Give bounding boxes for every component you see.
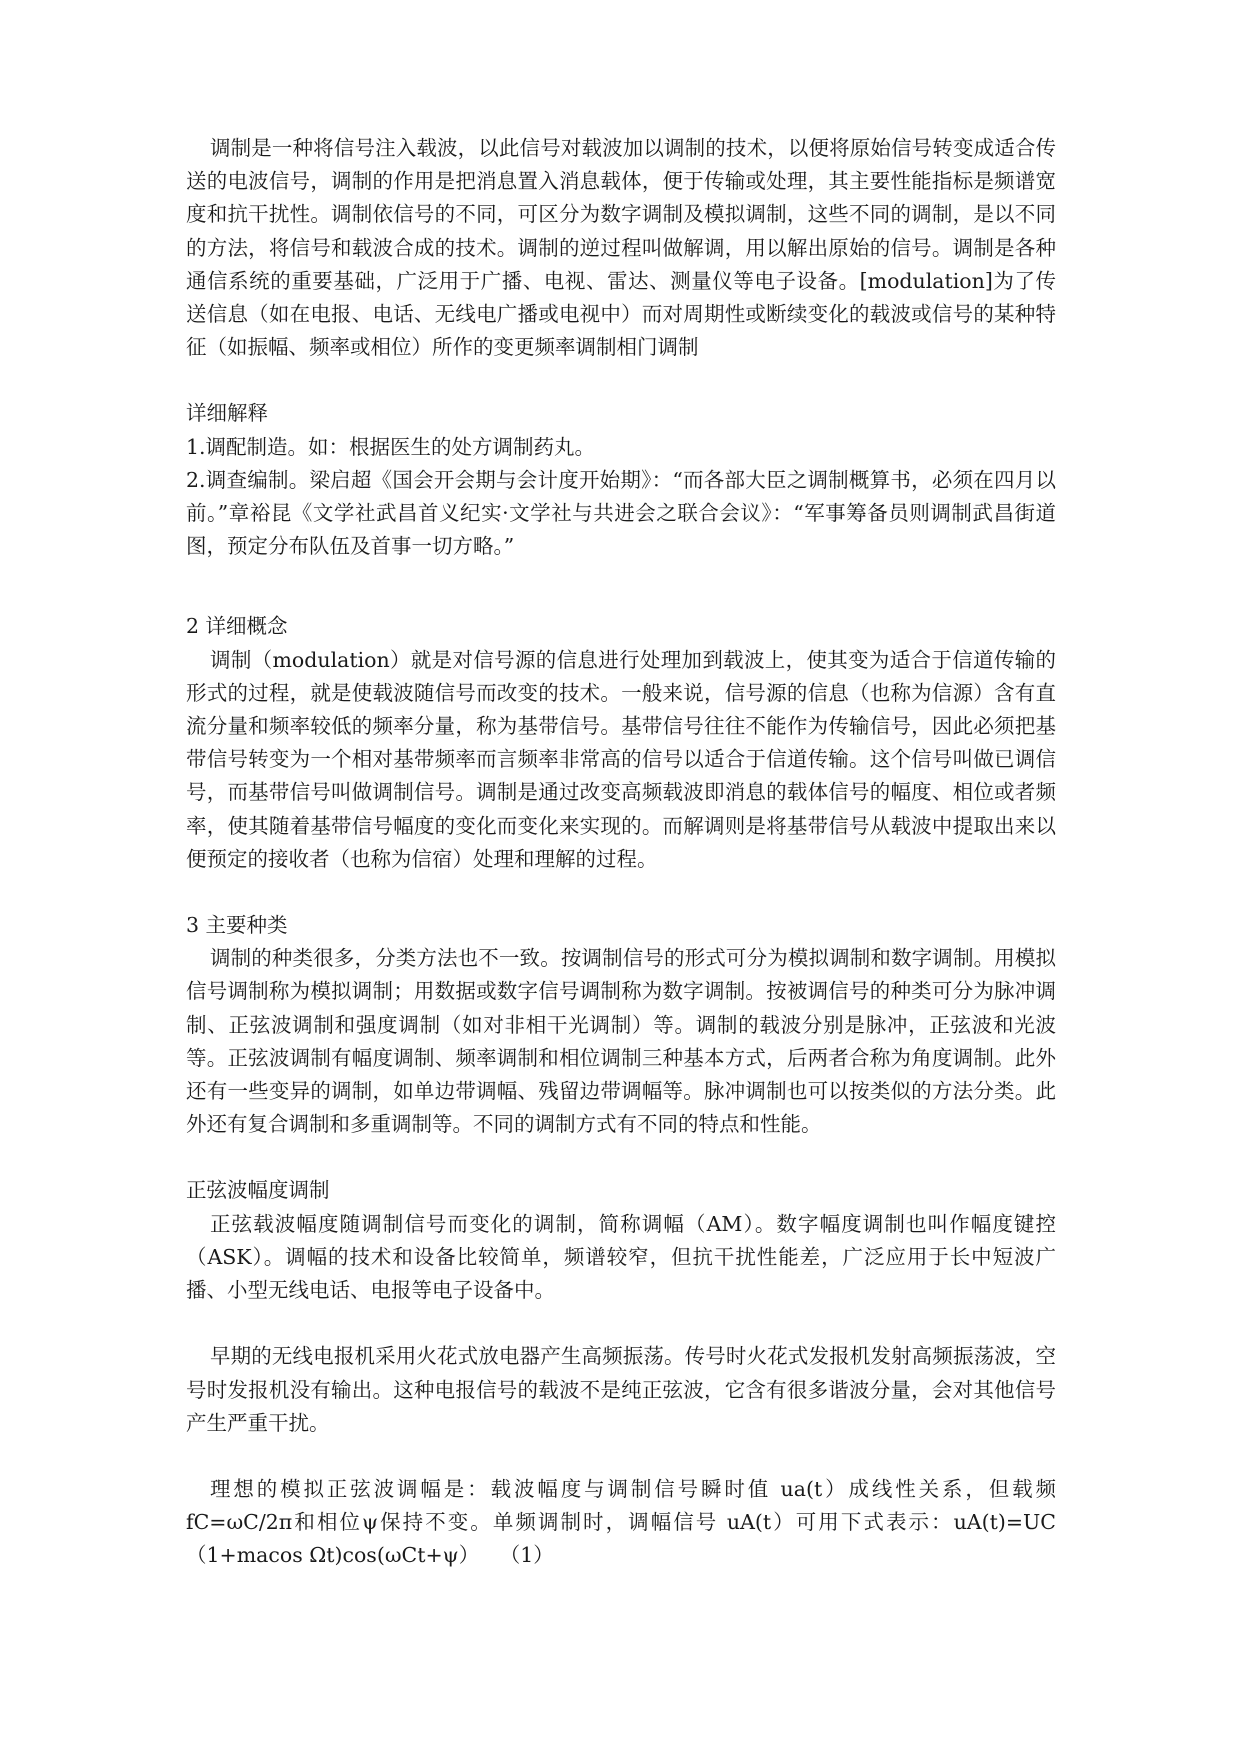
spark-paragraph: 早期的无线电报机采用火花式放电器产生高频振荡。传号时火花式发报机发射高频振荡波，空号时发报机没有输出。这种电报信号的载波不是纯正弦波，它含有很多谐波分量，会对其他信号产生严重干扰。 xyxy=(186,1344,1056,1435)
section-heading-types: 3 主要种类 xyxy=(186,913,288,938)
explain-item-1: 1.调配制造。如：根据医生的处方调制药丸。 xyxy=(186,434,596,459)
intro-paragraph: 调制是一种将信号注入载波，以此信号对载波加以调制的技术，以便将原始信号转变成适合传送的电波信号，调制的作用是把消息置入消息载体，便于传输或处理，其主要性能指标是频谱宽度和抗干扰性。调制依信号的不同，可区分为数字调制及模拟调制，这些不同的调制，是以不同的方法，将信号和载波合成的技术。调制的逆过程叫做解调，用以解出原始的信号。调制是各种通信系统的重要基础，广泛用于广播、电视、雷达、测量仪等电子设备。[modulation]为了传送信息（如在电报、电话、无线电广播或电视中）而对周期性或断续变化的载波或信号的某种特征（如振幅、频率或相位）所作的变更频率调制相门调制 xyxy=(186,136,1056,360)
types-paragraph: 调制的种类很多，分类方法也不一致。按调制信号的形式可分为模拟调制和数字调制。用模拟信号调制称为模拟调制；用数据或数字信号调制称为数字调制。按被调信号的种类可分为脉冲调制、正弦波调制和强度调制（如对非相干光调制）等。调制的载波分别是脉冲，正弦波和光波等。正弦波调制有幅度调制、频率调制和相位调制三种基本方式，后两者合称为角度调制。此外还有一些变异的调制，如单边带调幅、残留边带调幅等。脉冲调制也可以按类似的方法分类。此外还有复合调制和多重调制等。不同的调制方式有不同的特点和性能。 xyxy=(186,946,1056,1137)
document-page xyxy=(186,132,1056,1573)
explain-item-2: 2.调查编制。梁启超《国会开会期与会计度开始期》：“而各部大臣之调制概算书，必须在四月以前。”章裕昆《文学社武昌首义纪实·文学社与共进会之联合会议》：“军事筹备员则调制武昌街道图，预定分布队伍及首事一切方略。” xyxy=(186,467,1056,559)
section-heading-explain: 详细解释 xyxy=(186,401,268,426)
sine-am-paragraph: 正弦载波幅度随调制信号而变化的调制，简称调幅（AM）。数字幅度调制也叫作幅度键控（ASK）。调幅的技术和设备比较简单，频谱较窄，但抗干扰性能差，广泛应用于长中短波广播、小型无线电话、电报等电子设备中。 xyxy=(186,1211,1056,1303)
concept-paragraph: 调制（modulation）就是对信号源的信息进行处理加到载波上，使其变为适合于信道传输的形式的过程，就是使载波随信号而改变的技术。一般来说，信号源的信息（也称为信源）含有直流分量和频率较低的频率分量，称为基带信号。基带信号往往不能作为传输信号，因此必须把基带信号转变为一个相对基带频率而言频率非常高的信号以适合于信道传输。这个信号叫做已调信号，而基带信号叫做调制信号。调制是通过改变高频载波即消息的载体信号的幅度、相位或者频率，使其随着基带信号幅度的变化而变化来实现的。而解调则是将基带信号从载波中提取出来以便预定的接收者（也称为信宿）处理和理解的过程。 xyxy=(186,647,1056,871)
section-heading-concept: 2 详细概念 xyxy=(186,614,288,639)
section-heading-sine-am: 正弦波幅度调制 xyxy=(186,1178,330,1203)
ideal-am-paragraph: 理想的模拟正弦波调幅是：载波幅度与调制信号瞬时值 ua(t）成线性关系，但载频 fC=ωC/2π和相位ψ保持不变。单频调制时，调幅信号 uA(t）可用下式表示：uA(t)=UC（1+macos Ωt)cos(ωCt+ψ） （1） xyxy=(186,1476,1056,1568)
